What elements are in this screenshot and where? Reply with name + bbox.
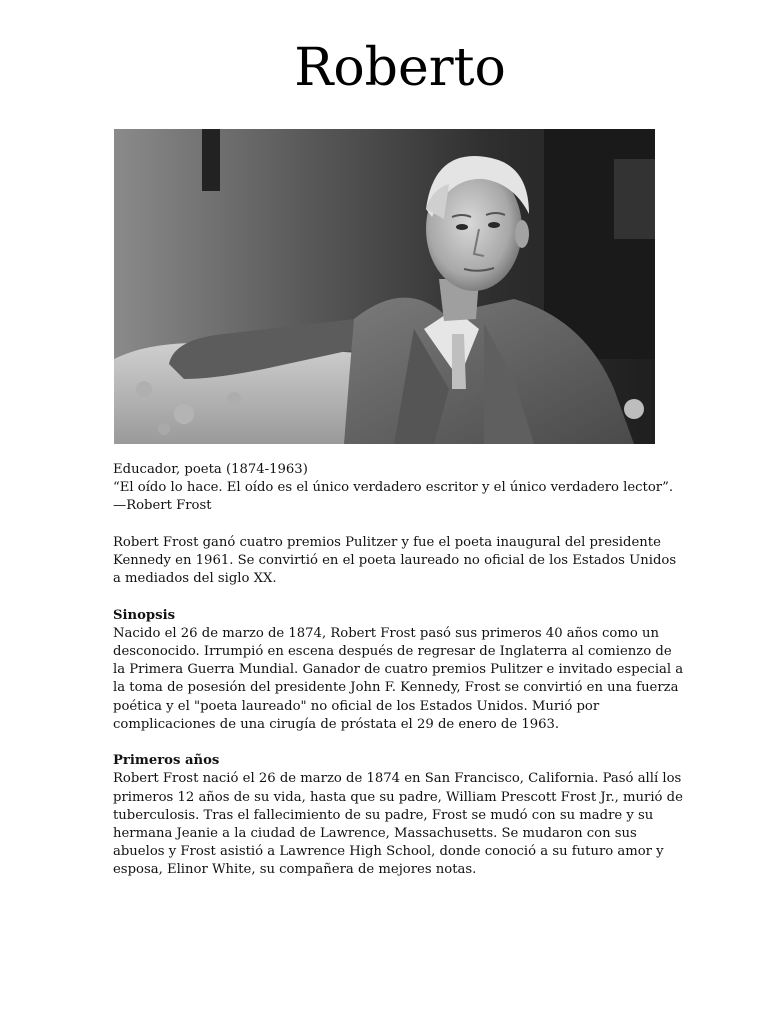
paragraph-gap (113, 516, 661, 534)
portrait-photo (114, 129, 655, 444)
primeros-anos-line: primeros 12 años de su vida, hasta que su padre, William Prescott Frost Jr., murió de (113, 789, 683, 805)
paragraph-gap (113, 734, 661, 752)
paragraph-gap (113, 588, 661, 606)
sinopsis-line: la Primera Guerra Mundial. Ganador de cuatro premios Pulitzer e invitado especial a (113, 662, 684, 678)
primeros-anos-line: abuelos y Frost asistió a Lawrence High School, donde conoció a su futuro amor y (113, 844, 664, 860)
intro-quote: “El oído lo hace. El oído es el único verdadero escritor y el único verdadero lector”. (113, 480, 674, 496)
summary-line: Kennedy en 1961. Se convirtió en el poeta laureado no oficial de los Estados Unidos (113, 553, 677, 568)
biography-text (113, 461, 684, 880)
primeros-anos-line: tuberculosis. Tras el fallecimiento de su padre, Frost se mudó con su madre y su (113, 807, 654, 823)
sinopsis-line: complicaciones de una cirugía de próstata el 29 de enero de 1963. (113, 716, 560, 732)
intro-occupation: Educador, poeta (1874-1963) (113, 462, 308, 477)
sinopsis-line: poética y el "poeta laureado" no oficial de los Estados Unidos. Murió por (113, 698, 600, 714)
summary-line: Robert Frost ganó cuatro premios Pulitzer y fue el poeta inaugural del presidente (113, 534, 661, 550)
primeros-anos-line: hermana Jeanie a la ciudad de Lawrence, Massachusetts. Se mudaron con sus (113, 826, 637, 842)
portrait-image (114, 129, 655, 444)
intro-attribution: —Robert Frost (113, 498, 212, 514)
sinopsis-line: la toma de posesión del presidente John F. Kennedy, Frost se convirtió en una fuerza (113, 680, 679, 696)
primeros-anos-line: esposa, Elinor White, su compañera de mejores notas. (113, 862, 477, 878)
primeros-anos-line: Robert Frost nació el 26 de marzo de 1874 en San Francisco, California. Pasó allí los (113, 771, 682, 787)
section-heading-sinopsis: Sinopsis (113, 607, 175, 623)
section-heading-primeros-anos: Primeros años (113, 753, 220, 769)
sinopsis-line: Nacido el 26 de marzo de 1874, Robert Frost pasó sus primeros 40 años como un (113, 625, 659, 641)
summary-line: a mediados del siglo XX. (113, 571, 277, 587)
sinopsis-line: desconocido. Irrumpió en escena después de regresar de Inglaterra al comienzo de (113, 644, 672, 659)
page-title: Roberto (294, 38, 506, 98)
